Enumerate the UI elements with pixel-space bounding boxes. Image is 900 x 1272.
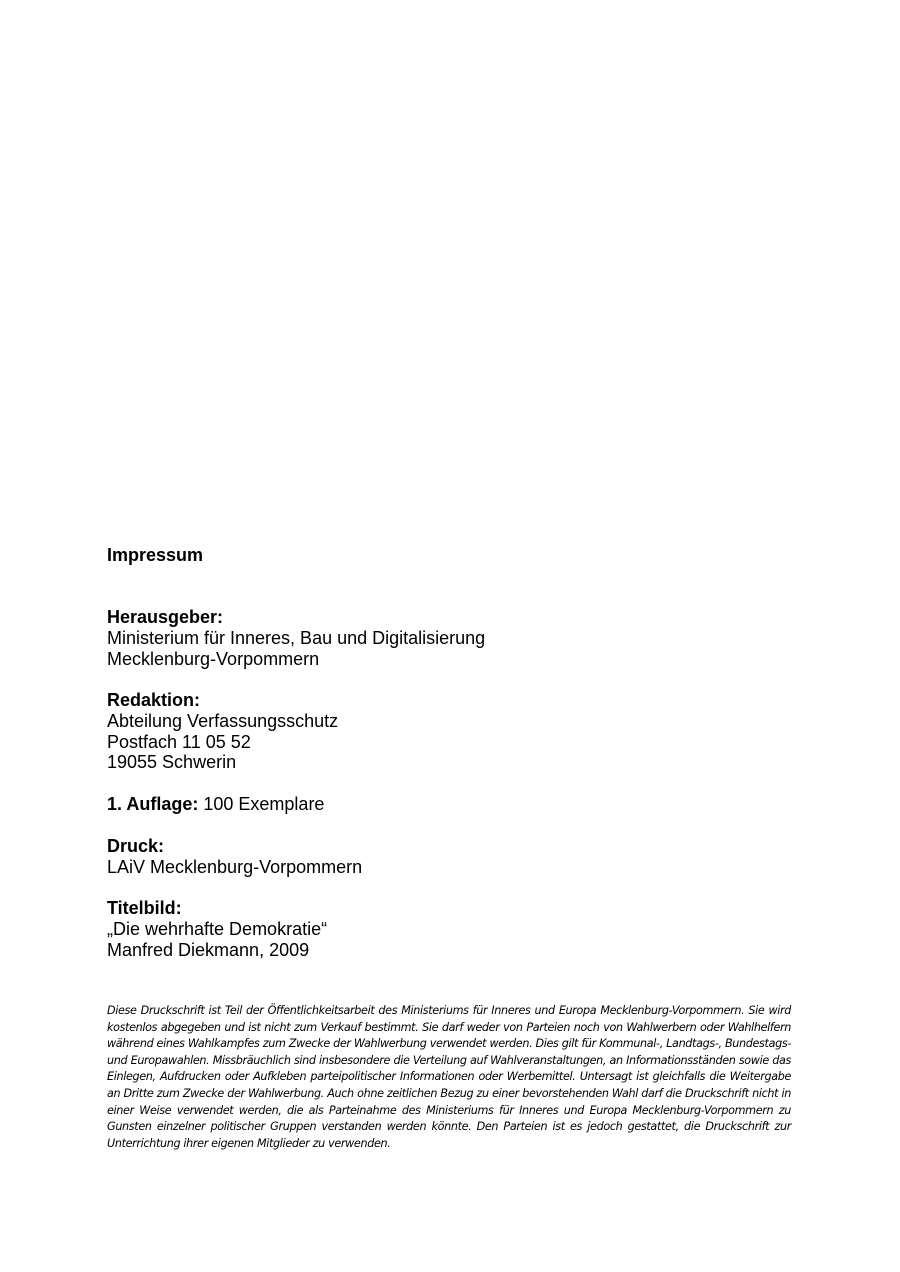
herausgeber-line: Mecklenburg-Vorpommern xyxy=(107,648,320,669)
herausgeber-line: Ministerium für Inneres, Bau und Digitalisierung xyxy=(107,627,486,648)
herausgeber-label: Herausgeber: xyxy=(107,607,224,627)
druck-line: LAiV Mecklenburg-Vorpommern xyxy=(107,856,363,877)
redaktion-line: Abteilung Verfassungsschutz xyxy=(107,710,339,731)
redaktion-section xyxy=(107,690,338,773)
auflage-value: 100 Exemplare xyxy=(203,794,325,814)
disclaimer-paragraph: Diese Druckschrift ist Teil der Öffentlichkeitsarbeit des Ministeriums für Inneres und Europa Mecklenburg-Vorpommern. Sie wird kostenlos abgegeben und ist nicht zum Verkauf bestimmt. Sie darf weder von Parteien noch von Wahlwerbern oder Wahlhelfern während eines Wahlkampfes zum Zwecke der Wahlwerbung verwendet werden. Dies gilt für Kommunal-, Landtags-, Bundestags- und Europawahlen. Missbräuchlich sind insbesondere die Verteilung auf Wahlveranstaltungen, an Informationsständen sowie das Einlegen, Aufdrucken oder Aufkleben parteipolitischer Informationen oder Werbemittel. Untersagt ist gleichfalls die Weitergabe an Dritte zum Zwecke der Wahlwerbung. Auch ohne zeitlichen Bezug zu einer bevorstehenden Wahl darf die Druckschrift nicht in einer Weise verwendet werden, die als Parteinahme des Ministeriums für Inneres und Europa Mecklenburg-Vorpommern zu Gunsten einzelner politischer Gruppen verstanden werden könnte. Den Parteien ist es jedoch gestattet, die Druckschrift zur Unterrichtung ihrer eigenen Mitglieder zu verwenden. xyxy=(107,1004,791,1150)
titelbild-label: Titelbild: xyxy=(107,898,182,918)
redaktion-label: Redaktion: xyxy=(107,690,201,710)
auflage-section xyxy=(107,794,324,815)
impressum-title: Impressum xyxy=(107,545,204,565)
titelbild-line: Manfred Diekmann, 2009 xyxy=(107,939,310,960)
druck-label: Druck: xyxy=(107,836,165,856)
titelbild-section xyxy=(107,898,327,960)
auflage-label: 1. Auflage: xyxy=(107,794,199,814)
redaktion-line: Postfach 11 05 52 xyxy=(107,731,251,752)
druck-section xyxy=(107,836,362,878)
redaktion-line: 19055 Schwerin xyxy=(107,752,237,773)
titelbild-line: „Die wehrhafte Demokratie“ xyxy=(107,918,328,939)
herausgeber-section xyxy=(107,607,485,669)
